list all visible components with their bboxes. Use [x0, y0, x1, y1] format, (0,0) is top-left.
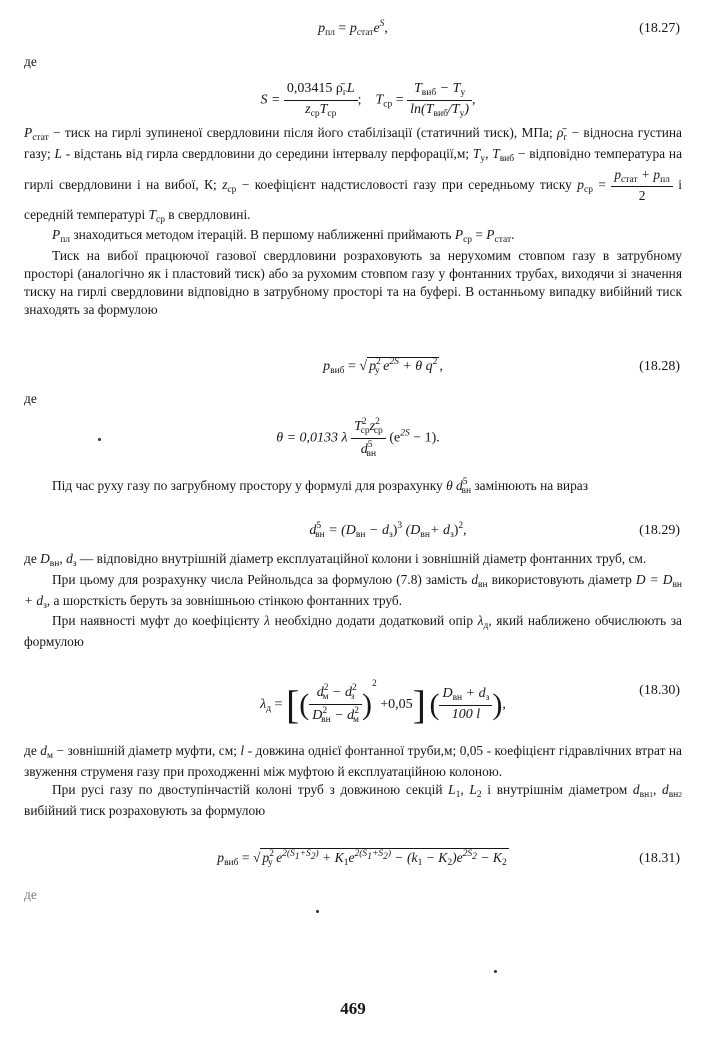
equation-number: (18.28) — [639, 359, 680, 374]
equation-18-31: $p_{виб}$ = √ $p^2_у$ $e^{2(S_1+S_2)} + K_1e^{2(S_1+S_2)} - (k_1 - K_2)e^{2S_2} - K_2$ — [217, 849, 507, 868]
where-label: де — [24, 887, 37, 902]
scan-speck — [316, 910, 319, 913]
where-label: де — [24, 391, 37, 406]
equation-number: (18.30) — [639, 683, 680, 698]
paragraph-diameters: де $D_{вн}$, $d_з$ — відповідно внутрішній діаметр експлуатаційної колони і зовнішній діаметр фонтанних труб, см. При цьому для розрахунку числа Рейнольдса за формулою (7.8) замість $d_{вн}$ використовують діаметр $D = D_{вн} + d_з$, а шорсткість беруть за зовнішньою стінкою фонтанних труб. При наявності муфт до коефіцієнту λ необхідно додати додатковий опір $\lambda_д$, який наближено обчислюють за формулою — [24, 551, 683, 650]
page-number: 469 — [340, 999, 366, 1018]
equation-18-28: $p_{виб}$ = √ $p^2_у$ $e^{2S} + \theta$ $q^2$ , — [323, 357, 443, 376]
equation-18-27: $p_{пл} = p_{стат}e^S$, — [318, 19, 388, 38]
where-label: де — [24, 54, 37, 69]
equation-number: (18.31) — [639, 851, 680, 866]
scan-speck — [494, 970, 497, 973]
paragraph-definitions: $P_{стат}$ − тиск на гирлі зупиненої свердловини після його стабілізації (статичний тиск), МПа; $\rhō_г$ − відносна густина газу; L - відстань від гирла свердловини до середини інтервалу перфорації,м; $T_у$, $T_{виб}$ − відповідно температура на гирлі свердловини і на вибої, К; $z_{ср}$ − коефіцієнт надстисловості газу при середньому тиску $p_{ср}$ = $\frac{p_{стат} + p_{пл}}{2}$ і середній температурі $T_{ср}$ в свердловині. $P_{пл}$ знаходиться методом ітерацій. В першому наближенні приймають $P_{ср} = P_{стат}$. Тиск на вибої працюючої газової свердловини розраховують за нерухомим стовпом газу в затрубному просторі (аналогічно як і пластовий тиск) або за рухомим стовпом газу у фонтанних трубах, виходячи зі значення тиску на гирлі свердловини відповідно в затрубному просторі та на буфері. В останньому випадку вибійний тиск знаходять за формулою — [24, 124, 682, 320]
fraction-theta: $\frac{T^2_{ср}z^2_{ср}}{d^5_{вн}}$ — [351, 416, 386, 461]
equation-18-30: $\lambda_д$ = [( $\frac{d^2_м - d^2_з}{D^2_{вн} - d^2_м}$ )$^2$ +0,05] ( $\frac{D_{вн} + d_з}{100 l}$ ), — [260, 679, 506, 727]
equation-number: (18.27) — [639, 21, 680, 36]
paragraph-coupling: де $d_м$ − зовнішній діаметр муфти, см; l - довжина однієї фонтанної труби,м; 0,05 - коефіцієнт гідравлічних втрат на звуження струменя газу при проходженні між муфтою й експлуатаційною колоною. При русі газу по двоступінчастій колоні труб з довжиною секцій $L_1$, $L_2$ і внутрішнім діаметром $d_{вн1}$, $d_{вн2}$ вибійний тиск розраховують за формулою — [24, 743, 683, 818]
fraction-tcp: $\frac{T_{виб} - T_у}{\ln(T_{виб}/T_у)}$ — [407, 80, 472, 121]
fraction-diameter-length: $\frac{D_{вн} + d_з}{100 l}$ — [439, 685, 492, 725]
equation-theta: θ = 0,0133 λ $\frac{T^2_{ср}z^2_{ср}}{d^5_{вн}}$ $(e^{2S} - 1)$. — [276, 417, 440, 459]
equation-s-tcp: S = $\frac{0,03415 \rhō_гL}{z_{ср}T_{ср}}$ ; $T_{ср}$ = $\frac{T_{виб} - T_у}{\ln(T_{виб}/T_у)}$ , — [260, 81, 476, 119]
paragraph-annulus: Під час руху газу по загрубному простору у формулі для розрахунку θ $d^5_{вн}$ замінюють на вираз — [52, 477, 588, 496]
scan-speck — [98, 438, 101, 441]
fraction-coupling: $\frac{d^2_м - d^2_з}{D^2_{вн} - d^2_м}$ — [309, 682, 362, 727]
fraction-s: $\frac{0,03415 \rhō_гL}{z_{ср}T_{ср}}$ — [284, 80, 358, 121]
equation-number: (18.29) — [639, 523, 680, 538]
paragraph-bottomhole-pressure: Тиск на вибої працюючої газової свердловини розраховують за нерухомим стовпом газу в затрубному просторі (аналогічно як і пластовий тиск) або за рухомим стовпом газу у фонтанних трубах, виходячи зі значення тиску на гирлі свердловини відповідно в затрубному просторі та на буфері. В останньому випадку вибійний тиск знаходять за формулою — [24, 248, 682, 318]
equation-18-29: $d^5_{вн} = (D_{вн} - d_з)^3$ $(D_{вн}+ d_з)^2$, — [309, 521, 467, 540]
fraction-pcp: $\frac{p_{стат} + p_{пл}}{2}$ — [611, 166, 673, 206]
